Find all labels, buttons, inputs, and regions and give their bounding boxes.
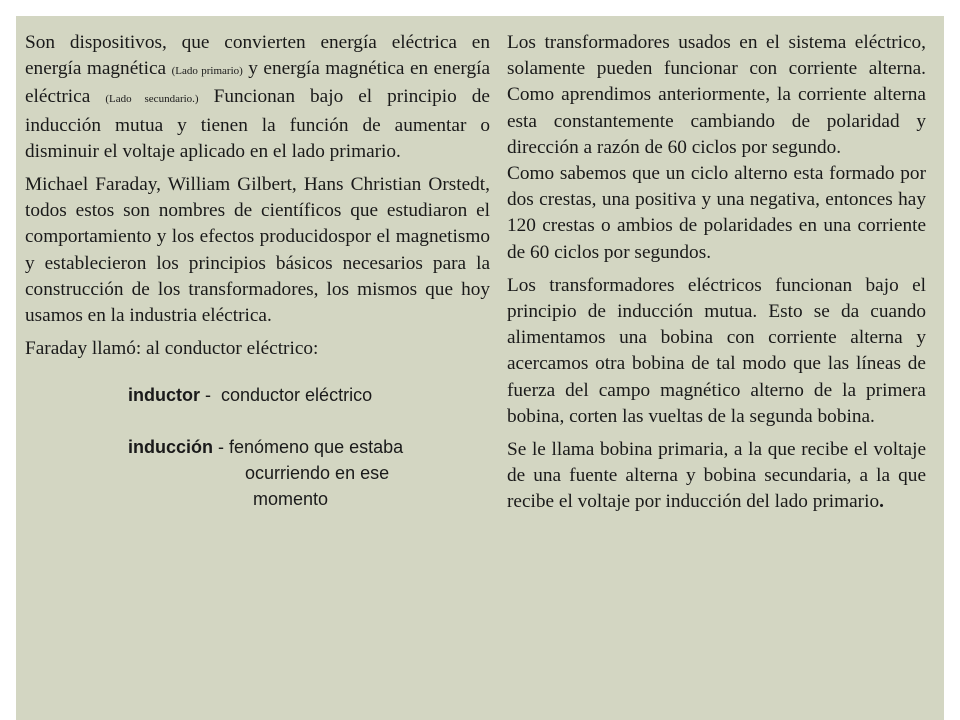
term-inductor: inductor: [128, 385, 200, 406]
faraday-paragraph: Faraday llamó: al conductor eléctrico:: [25, 338, 319, 360]
slide-background: [16, 16, 944, 720]
definition-induccion: [128, 434, 490, 460]
intro-text-2: y energía magnética en energía eléctrica: [25, 58, 491, 108]
definition-continuation: momento: [253, 489, 329, 510]
alternating-current-paragraph: Los transformadores usados en el sistema eléctrico, solamente pueden funcionar con corriente alterna. Como aprendimos anteriormente, la corriente alterna esta constantemente cambiando de polaridad y dirección a razón de 60 ciclos por segundo.: [507, 32, 926, 158]
definition-continuation: ocurriendo en ese: [245, 463, 390, 484]
intro-text-3: Funcionan bajo el principio de inducción mutua y tienen la función de aumentar o disminuir el voltaje aplicado en el lado primario.: [25, 86, 490, 162]
definitions-block: [128, 382, 490, 512]
intro-text-1: Son dispositivos, que convierten energía eléctrica en energía magnética: [25, 32, 490, 80]
secondary-side-note: (Lado secundario.): [105, 93, 199, 106]
coil-definition-text: Se le llama bobina primaria, a la que recibe el voltaje de una fuente alterna y bobina secundaria, a la que recibe el voltaje por inducción del lado primario: [507, 439, 926, 513]
cycle-paragraph: Como sabemos que un ciclo alterno esta formado por dos crestas, una positiva y una negativa, entonces hay 120 crestas o ambios de polaridades en una corriente de 60 ciclos por segundos.: [507, 163, 926, 263]
right-column: [507, 30, 926, 523]
coil-definition-end: .: [879, 491, 884, 513]
coil-definition-paragraph: [507, 437, 926, 516]
definition-separator: -: [200, 385, 221, 406]
definition-separator: -: [213, 437, 229, 458]
definition-inductor: [128, 382, 490, 408]
mutual-induction-paragraph: Los transformadores eléctricos funcionan bajo el principio de inducción mutua. Esto se da cuando alimentamos una bobina con corriente alterna y acercamos otra bobina de tal modo que las líneas de fuerza del campo magnético alterno de la primera bobina, corten las vueltas de la segunda bobina.: [507, 274, 926, 427]
left-column: [25, 30, 490, 512]
intro-paragraph: [25, 30, 490, 165]
scientists-paragraph: Michael Faraday, William Gilbert, Hans Christian Orstedt, todos estos son nombres de científicos que estudiaron el comportamiento y los efectos producidospor el magnetismo y establecieron los principios básicos necesarios para la construcción de los transformadores, los mismos que hoy usamos en la industria eléctrica.: [25, 174, 490, 327]
primary-side-note: (Lado primario): [171, 65, 243, 78]
term-induccion: inducción: [128, 437, 213, 458]
definition-text: conductor eléctrico: [221, 385, 373, 406]
definition-text: fenómeno que estaba: [229, 437, 404, 458]
